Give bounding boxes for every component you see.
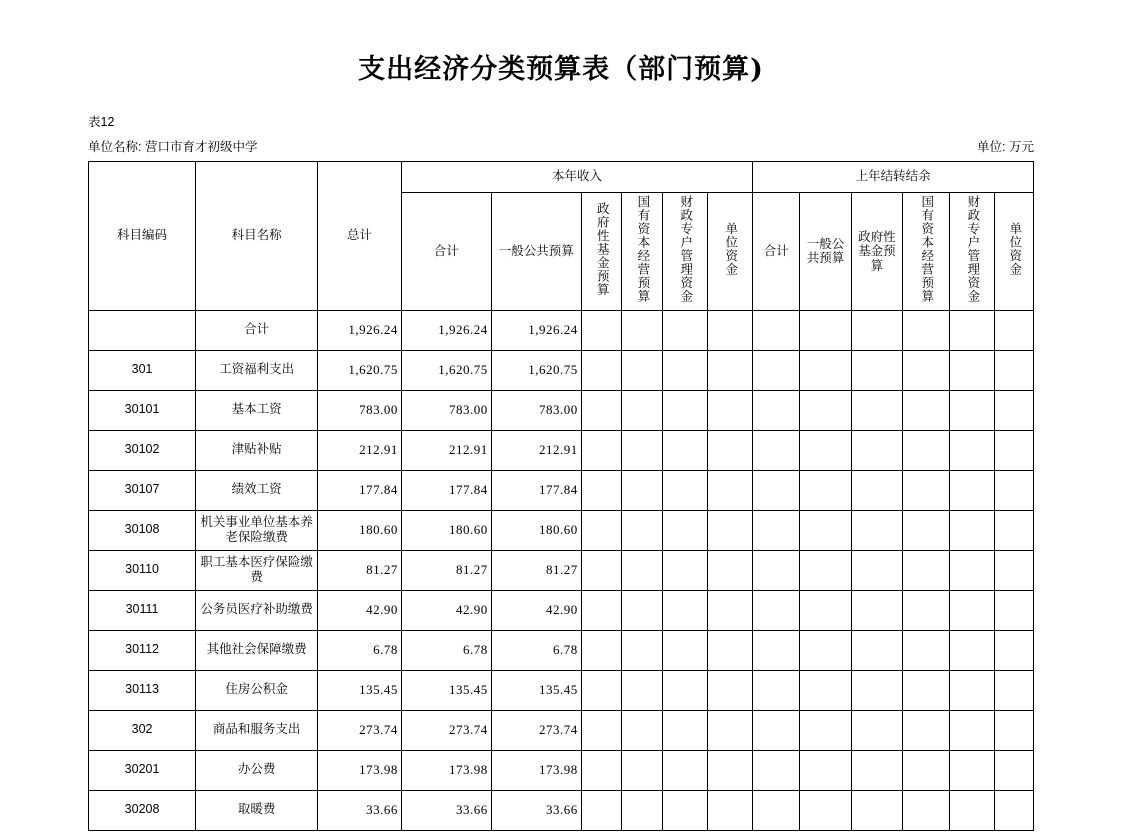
- cell-py-total: [753, 350, 800, 390]
- cell-name: 基本工资: [196, 390, 318, 430]
- cell-py-fund: [851, 750, 902, 790]
- cell-py-unit: [995, 470, 1034, 510]
- col-header-cy-fund-text: 政府性基金预算: [595, 201, 610, 297]
- cell-cy-general: 783.00: [491, 390, 581, 430]
- cell-py-total: [753, 390, 800, 430]
- cell-cy-total: 1,620.75: [401, 350, 491, 390]
- cell-py-soe: [903, 310, 950, 350]
- cell-cy-total: 6.78: [401, 630, 491, 670]
- cell-total: 783.00: [318, 390, 402, 430]
- cell-py-unit: [995, 750, 1034, 790]
- cell-py-soe: [903, 590, 950, 630]
- col-header-py-general: [800, 193, 851, 311]
- cell-py-fund: [851, 550, 902, 590]
- col-header-cy-fund: [581, 193, 622, 311]
- cell-cy-soe: [622, 670, 663, 710]
- cell-py-general: [800, 390, 851, 430]
- cell-name: 公务员医疗补助缴费: [196, 590, 318, 630]
- cell-py-total: [753, 670, 800, 710]
- cell-cy-total: 180.60: [401, 510, 491, 550]
- cell-cy-special: [663, 550, 708, 590]
- col-header-total: 总计: [318, 162, 402, 311]
- cell-cy-general: 81.27: [491, 550, 581, 590]
- cell-cy-fund: [581, 790, 622, 830]
- cell-cy-unit: [708, 790, 753, 830]
- col-header-cy-unit: [708, 193, 753, 311]
- cell-name: 住房公积金: [196, 670, 318, 710]
- cell-py-general: [800, 550, 851, 590]
- cell-cy-special: [663, 630, 708, 670]
- cell-py-general: [800, 590, 851, 630]
- cell-py-general: [800, 430, 851, 470]
- cell-py-total: [753, 470, 800, 510]
- table-body: [89, 310, 1034, 830]
- cell-cy-general: 33.66: [491, 790, 581, 830]
- cell-py-general: [800, 630, 851, 670]
- cell-py-special: [950, 590, 995, 630]
- cell-name: 合计: [196, 310, 318, 350]
- cell-py-soe: [903, 350, 950, 390]
- cell-py-special: [950, 510, 995, 550]
- cell-name: 取暖费: [196, 790, 318, 830]
- cell-name: 商品和服务支出: [196, 710, 318, 750]
- document-meta: [88, 112, 1034, 155]
- cell-py-unit: [995, 670, 1034, 710]
- cell-cy-special: [663, 470, 708, 510]
- cell-total: 135.45: [318, 670, 402, 710]
- cell-cy-special: [663, 750, 708, 790]
- cell-cy-total: 33.66: [401, 790, 491, 830]
- cell-py-special: [950, 670, 995, 710]
- cell-cy-soe: [622, 430, 663, 470]
- cell-cy-unit: [708, 430, 753, 470]
- table-row: [89, 350, 1034, 390]
- col-header-cy-total: 合计: [401, 193, 491, 311]
- table-row: [89, 710, 1034, 750]
- cell-cy-fund: [581, 390, 622, 430]
- col-header-py-special-text: 财政专户管理资金: [965, 195, 980, 303]
- unit-measure: 单位: 万元: [977, 140, 1034, 154]
- cell-cy-soe: [622, 470, 663, 510]
- cell-total: 180.60: [318, 510, 402, 550]
- cell-py-total: [753, 510, 800, 550]
- col-header-py-soe-text: 国有资本经营预算: [919, 195, 934, 303]
- cell-py-total: [753, 590, 800, 630]
- cell-code: 30108: [89, 510, 196, 550]
- cell-cy-fund: [581, 590, 622, 630]
- cell-cy-fund: [581, 310, 622, 350]
- unit-name-label: 单位名称:: [88, 140, 142, 154]
- cell-cy-total: 212.91: [401, 430, 491, 470]
- table-row: [89, 510, 1034, 550]
- cell-cy-soe: [622, 790, 663, 830]
- cell-code: 30112: [89, 630, 196, 670]
- cell-cy-fund: [581, 350, 622, 390]
- cell-cy-fund: [581, 550, 622, 590]
- col-header-cy-special-text: 财政专户管理资金: [678, 195, 693, 303]
- cell-name: 机关事业单位基本养老保险缴费: [196, 510, 318, 550]
- cell-cy-soe: [622, 750, 663, 790]
- cell-py-total: [753, 550, 800, 590]
- cell-py-general: [800, 310, 851, 350]
- cell-cy-unit: [708, 670, 753, 710]
- cell-cy-soe: [622, 350, 663, 390]
- table-row: [89, 470, 1034, 510]
- col-header-cy-general: [491, 193, 581, 311]
- document-page: [0, 47, 1122, 840]
- cell-cy-total: 783.00: [401, 390, 491, 430]
- cell-code: 30107: [89, 470, 196, 510]
- col-header-py-unit: [995, 193, 1034, 311]
- col-header-py-fund-text: 政府性基金预算: [858, 229, 896, 273]
- cell-code: 30113: [89, 670, 196, 710]
- cell-cy-fund: [581, 710, 622, 750]
- cell-cy-soe: [622, 310, 663, 350]
- table-row: [89, 630, 1034, 670]
- col-header-cy-unit-text: 单位资金: [723, 222, 738, 276]
- cell-cy-special: [663, 350, 708, 390]
- unit-name-value: 营口市育才初级中学: [144, 140, 258, 154]
- cell-cy-unit: [708, 590, 753, 630]
- cell-py-special: [950, 550, 995, 590]
- cell-cy-total: 273.74: [401, 710, 491, 750]
- cell-total: 81.27: [318, 550, 402, 590]
- cell-cy-general: 273.74: [491, 710, 581, 750]
- cell-py-general: [800, 350, 851, 390]
- col-header-py-fund: [851, 193, 902, 311]
- cell-cy-fund: [581, 630, 622, 670]
- cell-py-fund: [851, 630, 902, 670]
- cell-cy-general: 177.84: [491, 470, 581, 510]
- cell-code: 30208: [89, 790, 196, 830]
- cell-py-unit: [995, 350, 1034, 390]
- cell-cy-fund: [581, 670, 622, 710]
- cell-py-soe: [903, 390, 950, 430]
- cell-cy-soe: [622, 510, 663, 550]
- table-row: [89, 310, 1034, 350]
- table-row: [89, 390, 1034, 430]
- cell-py-general: [800, 750, 851, 790]
- cell-py-soe: [903, 510, 950, 550]
- cell-cy-general: 42.90: [491, 590, 581, 630]
- cell-code: 30102: [89, 430, 196, 470]
- cell-py-general: [800, 710, 851, 750]
- cell-py-special: [950, 790, 995, 830]
- cell-py-soe: [903, 710, 950, 750]
- cell-py-special: [950, 470, 995, 510]
- col-header-name: 科目名称: [196, 162, 318, 311]
- cell-cy-special: [663, 590, 708, 630]
- cell-py-special: [950, 310, 995, 350]
- cell-py-special: [950, 390, 995, 430]
- cell-cy-total: 42.90: [401, 590, 491, 630]
- cell-name: 津贴补贴: [196, 430, 318, 470]
- cell-py-soe: [903, 430, 950, 470]
- cell-cy-general: 135.45: [491, 670, 581, 710]
- cell-cy-total: 135.45: [401, 670, 491, 710]
- cell-py-soe: [903, 550, 950, 590]
- cell-code: 30201: [89, 750, 196, 790]
- unit-name: [88, 137, 257, 155]
- col-header-cy-special: [663, 193, 708, 311]
- cell-code: 30101: [89, 390, 196, 430]
- cell-py-unit: [995, 630, 1034, 670]
- cell-code: 30110: [89, 550, 196, 590]
- cell-cy-total: 173.98: [401, 750, 491, 790]
- cell-cy-general: 180.60: [491, 510, 581, 550]
- cell-py-fund: [851, 310, 902, 350]
- cell-cy-fund: [581, 750, 622, 790]
- col-header-py-total: 合计: [753, 193, 800, 311]
- cell-py-unit: [995, 550, 1034, 590]
- cell-cy-soe: [622, 390, 663, 430]
- cell-total: 273.74: [318, 710, 402, 750]
- cell-py-total: [753, 430, 800, 470]
- cell-code: 30111: [89, 590, 196, 630]
- col-header-cy-soe: [622, 193, 663, 311]
- cell-py-special: [950, 350, 995, 390]
- cell-cy-special: [663, 790, 708, 830]
- cell-py-soe: [903, 670, 950, 710]
- cell-py-soe: [903, 790, 950, 830]
- col-header-code: 科目编码: [89, 162, 196, 311]
- cell-py-unit: [995, 590, 1034, 630]
- cell-py-soe: [903, 470, 950, 510]
- cell-py-unit: [995, 390, 1034, 430]
- cell-cy-soe: [622, 590, 663, 630]
- cell-py-fund: [851, 470, 902, 510]
- cell-py-unit: [995, 510, 1034, 550]
- cell-code: [89, 310, 196, 350]
- cell-py-fund: [851, 430, 902, 470]
- col-header-cy-general-text: 一般公共预算: [498, 244, 574, 259]
- cell-cy-soe: [622, 630, 663, 670]
- cell-total: 1,620.75: [318, 350, 402, 390]
- table-row: [89, 750, 1034, 790]
- cell-cy-general: 6.78: [491, 630, 581, 670]
- cell-py-general: [800, 470, 851, 510]
- cell-cy-total: 1,926.24: [401, 310, 491, 350]
- cell-cy-unit: [708, 470, 753, 510]
- cell-cy-fund: [581, 470, 622, 510]
- cell-py-general: [800, 790, 851, 830]
- cell-cy-special: [663, 310, 708, 350]
- cell-py-unit: [995, 710, 1034, 750]
- cell-cy-unit: [708, 630, 753, 670]
- cell-cy-unit: [708, 310, 753, 350]
- cell-code: 302: [89, 710, 196, 750]
- table-row: [89, 670, 1034, 710]
- cell-cy-fund: [581, 510, 622, 550]
- cell-name: 办公费: [196, 750, 318, 790]
- cell-name: 绩效工资: [196, 470, 318, 510]
- cell-cy-total: 81.27: [401, 550, 491, 590]
- budget-table: [88, 161, 1034, 831]
- cell-cy-total: 177.84: [401, 470, 491, 510]
- cell-cy-unit: [708, 550, 753, 590]
- cell-code: 301: [89, 350, 196, 390]
- cell-py-general: [800, 510, 851, 550]
- cell-cy-unit: [708, 710, 753, 750]
- cell-py-unit: [995, 310, 1034, 350]
- cell-py-soe: [903, 630, 950, 670]
- col-header-py-special: [950, 193, 995, 311]
- cell-cy-special: [663, 670, 708, 710]
- cell-cy-general: 212.91: [491, 430, 581, 470]
- cell-py-unit: [995, 430, 1034, 470]
- cell-py-unit: [995, 790, 1034, 830]
- cell-cy-unit: [708, 390, 753, 430]
- table-row: [89, 430, 1034, 470]
- cell-cy-special: [663, 430, 708, 470]
- cell-cy-unit: [708, 350, 753, 390]
- col-header-py-unit-text: 单位资金: [1007, 222, 1022, 276]
- cell-total: 42.90: [318, 590, 402, 630]
- col-group-prior-year-carryover: 上年结转结余: [753, 162, 1034, 193]
- cell-total: 6.78: [318, 630, 402, 670]
- col-header-cy-soe-text: 国有资本经营预算: [635, 195, 650, 303]
- cell-py-fund: [851, 710, 902, 750]
- cell-cy-soe: [622, 550, 663, 590]
- cell-py-special: [950, 750, 995, 790]
- cell-cy-special: [663, 390, 708, 430]
- cell-py-special: [950, 630, 995, 670]
- cell-py-special: [950, 710, 995, 750]
- cell-total: 173.98: [318, 750, 402, 790]
- cell-py-fund: [851, 590, 902, 630]
- cell-py-total: [753, 710, 800, 750]
- cell-py-total: [753, 310, 800, 350]
- cell-name: 其他社会保障缴费: [196, 630, 318, 670]
- col-header-py-soe: [903, 193, 950, 311]
- cell-cy-special: [663, 710, 708, 750]
- cell-cy-soe: [622, 710, 663, 750]
- cell-total: 33.66: [318, 790, 402, 830]
- cell-cy-general: 1,926.24: [491, 310, 581, 350]
- cell-cy-unit: [708, 750, 753, 790]
- cell-py-fund: [851, 790, 902, 830]
- cell-py-fund: [851, 390, 902, 430]
- cell-py-special: [950, 430, 995, 470]
- cell-py-general: [800, 670, 851, 710]
- cell-total: 1,926.24: [318, 310, 402, 350]
- cell-py-fund: [851, 670, 902, 710]
- table-header-group-row: [89, 162, 1034, 193]
- cell-py-soe: [903, 750, 950, 790]
- cell-cy-unit: [708, 510, 753, 550]
- cell-name: 工资福利支出: [196, 350, 318, 390]
- cell-cy-fund: [581, 430, 622, 470]
- cell-name: 职工基本医疗保险缴费: [196, 550, 318, 590]
- page-title: 支出经济分类预算表（部门预算): [358, 54, 764, 85]
- cell-py-total: [753, 750, 800, 790]
- cell-py-fund: [851, 350, 902, 390]
- table-row: [89, 590, 1034, 630]
- col-group-current-year-income: 本年收入: [401, 162, 752, 193]
- cell-cy-general: 1,620.75: [491, 350, 581, 390]
- table-row: [89, 790, 1034, 830]
- cell-cy-special: [663, 510, 708, 550]
- cell-py-fund: [851, 510, 902, 550]
- cell-total: 177.84: [318, 470, 402, 510]
- table-label: 表12: [88, 115, 115, 129]
- cell-py-total: [753, 630, 800, 670]
- cell-total: 212.91: [318, 430, 402, 470]
- cell-cy-general: 173.98: [491, 750, 581, 790]
- table-row: [89, 550, 1034, 590]
- col-header-py-general-text: 一般公共预算: [806, 236, 845, 266]
- cell-py-total: [753, 790, 800, 830]
